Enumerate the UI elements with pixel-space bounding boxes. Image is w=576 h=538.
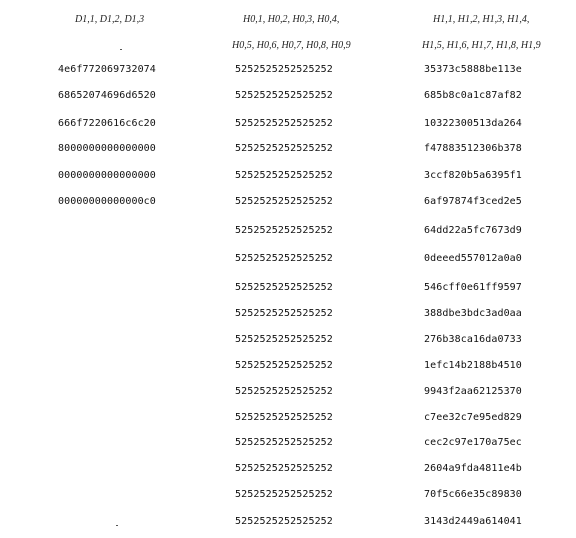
- cell-h1: 10322300513da264: [424, 118, 522, 129]
- h0-column-header-line2: [232, 40, 351, 51]
- h1-header-text-2: H1,5, H1,6, H1,7, H1,8, H1,9: [422, 40, 541, 51]
- cell-h1: 3143d2449a614041: [424, 516, 522, 527]
- cell-h1: 70f5c66e35c89830: [424, 489, 522, 500]
- cell-h0: 5252525252525252: [235, 118, 333, 129]
- scan-speck: [120, 49, 122, 50]
- cell-h0: 5252525252525252: [235, 308, 333, 319]
- cell-h0: 5252525252525252: [235, 64, 333, 75]
- h1-column-header-line1: [433, 14, 529, 25]
- cell-h1: 9943f2aa62125370: [424, 386, 522, 397]
- cell-h1: 6af97874f3ced2e5: [424, 196, 522, 207]
- cell-h1: cec2c97e170a75ec: [424, 437, 522, 448]
- cell-h0: 5252525252525252: [235, 463, 333, 474]
- d-header-text: D1,1, D1,2, D1,3: [75, 14, 145, 25]
- cell-h1: 276b38ca16da0733: [424, 334, 522, 345]
- cell-d: 4e6f772069732074: [58, 64, 156, 75]
- scan-speck: [116, 525, 118, 526]
- cell-h0: 5252525252525252: [235, 437, 333, 448]
- cell-h1: 35373c5888be113e: [424, 64, 522, 75]
- d-column-header: [75, 14, 144, 25]
- cell-h1: f47883512306b378: [424, 143, 522, 154]
- cell-h0: 5252525252525252: [235, 170, 333, 181]
- cell-h0: 5252525252525252: [235, 253, 333, 264]
- h0-header-text-2: H0,5, H0,6, H0,7, H0,8, H0,9: [232, 40, 351, 51]
- h0-column-header-line1: [243, 14, 339, 25]
- cell-h0: 5252525252525252: [235, 386, 333, 397]
- cell-d: 68652074696d6520: [58, 90, 156, 101]
- cell-d: 00000000000000c0: [58, 196, 156, 207]
- cell-h0: 5252525252525252: [235, 489, 333, 500]
- cell-h1: c7ee32c7e95ed829: [424, 412, 522, 423]
- h1-column-header-line2: [422, 40, 541, 51]
- cell-h0: 5252525252525252: [235, 90, 333, 101]
- cell-h1: 3ccf820b5a6395f1: [424, 170, 522, 181]
- cell-h1: 2604a9fda4811e4b: [424, 463, 522, 474]
- h0-header-text-1: H0,1, H0,2, H0,3, H0,4,: [243, 14, 340, 25]
- cell-d: 0000000000000000: [58, 170, 156, 181]
- cell-h0: 5252525252525252: [235, 334, 333, 345]
- cell-h0: 5252525252525252: [235, 225, 333, 236]
- h1-header-text-1: H1,1, H1,2, H1,3, H1,4,: [433, 14, 530, 25]
- cell-h0: 5252525252525252: [235, 360, 333, 371]
- cell-d: 666f7220616c6c20: [58, 118, 156, 129]
- cell-h1: 685b8c0a1c87af82: [424, 90, 522, 101]
- cell-h0: 5252525252525252: [235, 516, 333, 527]
- cell-h0: 5252525252525252: [235, 412, 333, 423]
- cell-h0: 5252525252525252: [235, 196, 333, 207]
- cell-h0: 5252525252525252: [235, 143, 333, 154]
- cell-h1: 0deeed557012a0a0: [424, 253, 522, 264]
- cell-h1: 546cff0e61ff9597: [424, 282, 522, 293]
- cell-h1: 64dd22a5fc7673d9: [424, 225, 522, 236]
- cell-h1: 1efc14b2188b4510: [424, 360, 522, 371]
- cell-d: 8000000000000000: [58, 143, 156, 154]
- cell-h0: 5252525252525252: [235, 282, 333, 293]
- cell-h1: 388dbe3bdc3ad0aa: [424, 308, 522, 319]
